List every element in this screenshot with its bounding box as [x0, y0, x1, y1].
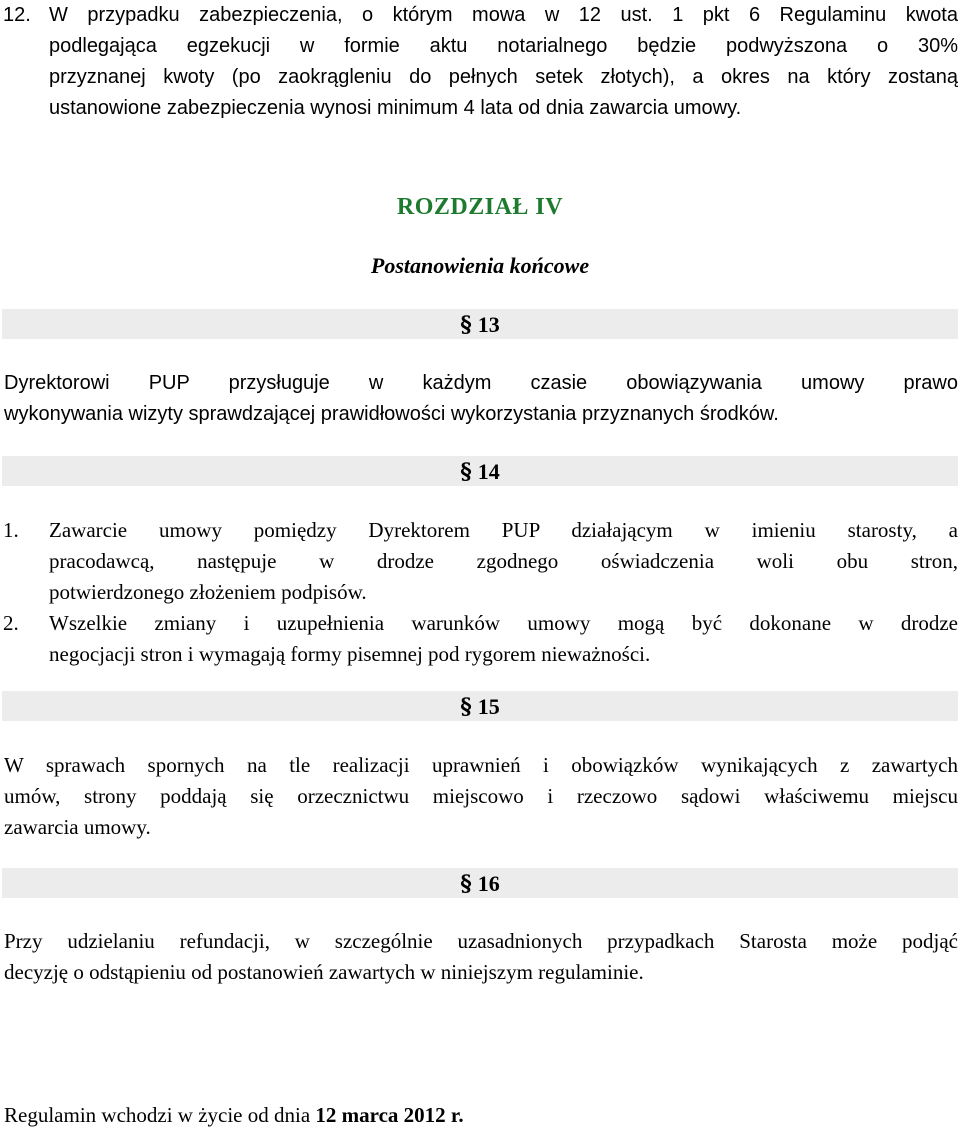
section-15-line-3: zawarcia umowy.	[4, 815, 151, 839]
section-14-item-1-line-2: pracodawcą, następuje w drodze zgodnego oświadczenia woli obu stron,	[49, 549, 958, 573]
section-16-line-2: decyzję o odstąpieniu od postanowień zawartych w niniejszym regulaminie.	[4, 960, 644, 984]
section-13-line-2: wykonywania wizyty sprawdzającej prawidłowości wykorzystania przyznanych środków.	[4, 403, 779, 425]
section-16-line-1: Przy udzielaniu refundacji, w szczególnie uzasadnionych przypadkach Starosta może podjąć	[4, 929, 958, 953]
item-12	[0, 0, 958, 124]
section-13-line-1: Dyrektorowi PUP przysługuje w każdym czasie obowiązywania umowy prawo	[4, 372, 958, 394]
section-15-body	[0, 750, 958, 843]
section-14-item-2-line-2: negocjacji stron i wymagają formy pisemnej pod rygorem nieważności.	[49, 642, 651, 666]
item-12-line-2: podlegająca egzekucji w formie aktu notarialnego będzie podwyższona o 30%	[49, 35, 958, 57]
chapter-title: ROZDZIAŁ IV	[396, 194, 564, 220]
section-sign-icon: §	[460, 312, 472, 338]
chapter-subtitle: Postanowienia końcowe	[370, 253, 590, 278]
item-12-line-4: ustanowione zabezpieczenia wynosi minimum 4 lata od dnia zawarcia umowy.	[49, 97, 742, 119]
section-15-heading: § 15	[460, 694, 500, 720]
section-15-line-1: W sprawach spornych na tle realizacji uprawnień i obowiązków wynikających z zawartych	[4, 753, 958, 777]
effective-date: 12 marca 2012 r.	[315, 1103, 464, 1127]
section-14-item-2-number: 2.	[3, 611, 19, 635]
section-13-heading: § 13	[460, 312, 500, 338]
effective-date-text: Regulamin wchodzi w życie od dnia	[4, 1103, 316, 1127]
section-14-body	[0, 515, 958, 670]
section-13-body	[0, 368, 958, 430]
section-16-body	[0, 926, 958, 988]
section-16-heading: § 16	[460, 871, 500, 897]
section-14-item-1-line-1: 1. Zawarcie umowy pomiędzy Dyrektorem PUP działającym w imieniu starosty, a	[0, 515, 958, 546]
item-12-line-3: przyznanej kwoty (po zaokrągleniu do pełnych setek złotych), a okres na który zostaną	[49, 66, 958, 88]
section-sign-icon: §	[460, 694, 472, 720]
section-sign-icon: §	[460, 459, 472, 485]
item-12-number: 12.	[3, 4, 31, 26]
effective-date-line	[0, 1100, 958, 1131]
section-14-item-1-line-3: potwierdzonego złożeniem podpisów.	[49, 580, 367, 604]
item-12-line-1: 12. W przypadku zabezpieczenia, o którym mowa w 12 ust. 1 pkt 6 Regulaminu kwota	[0, 0, 958, 31]
section-14-heading: § 14	[460, 459, 500, 485]
section-14-item-2-line-1: 2. Wszelkie zmiany i uzupełnienia warunków umowy mogą być dokonane w drodze	[0, 608, 958, 639]
section-15-line-2: umów, strony poddają się orzecznictwu miejscowo i rzeczowo sądowi właściwemu miejscu	[4, 784, 958, 808]
section-sign-icon: §	[460, 871, 472, 897]
section-14-item-1-number: 1.	[3, 518, 19, 542]
